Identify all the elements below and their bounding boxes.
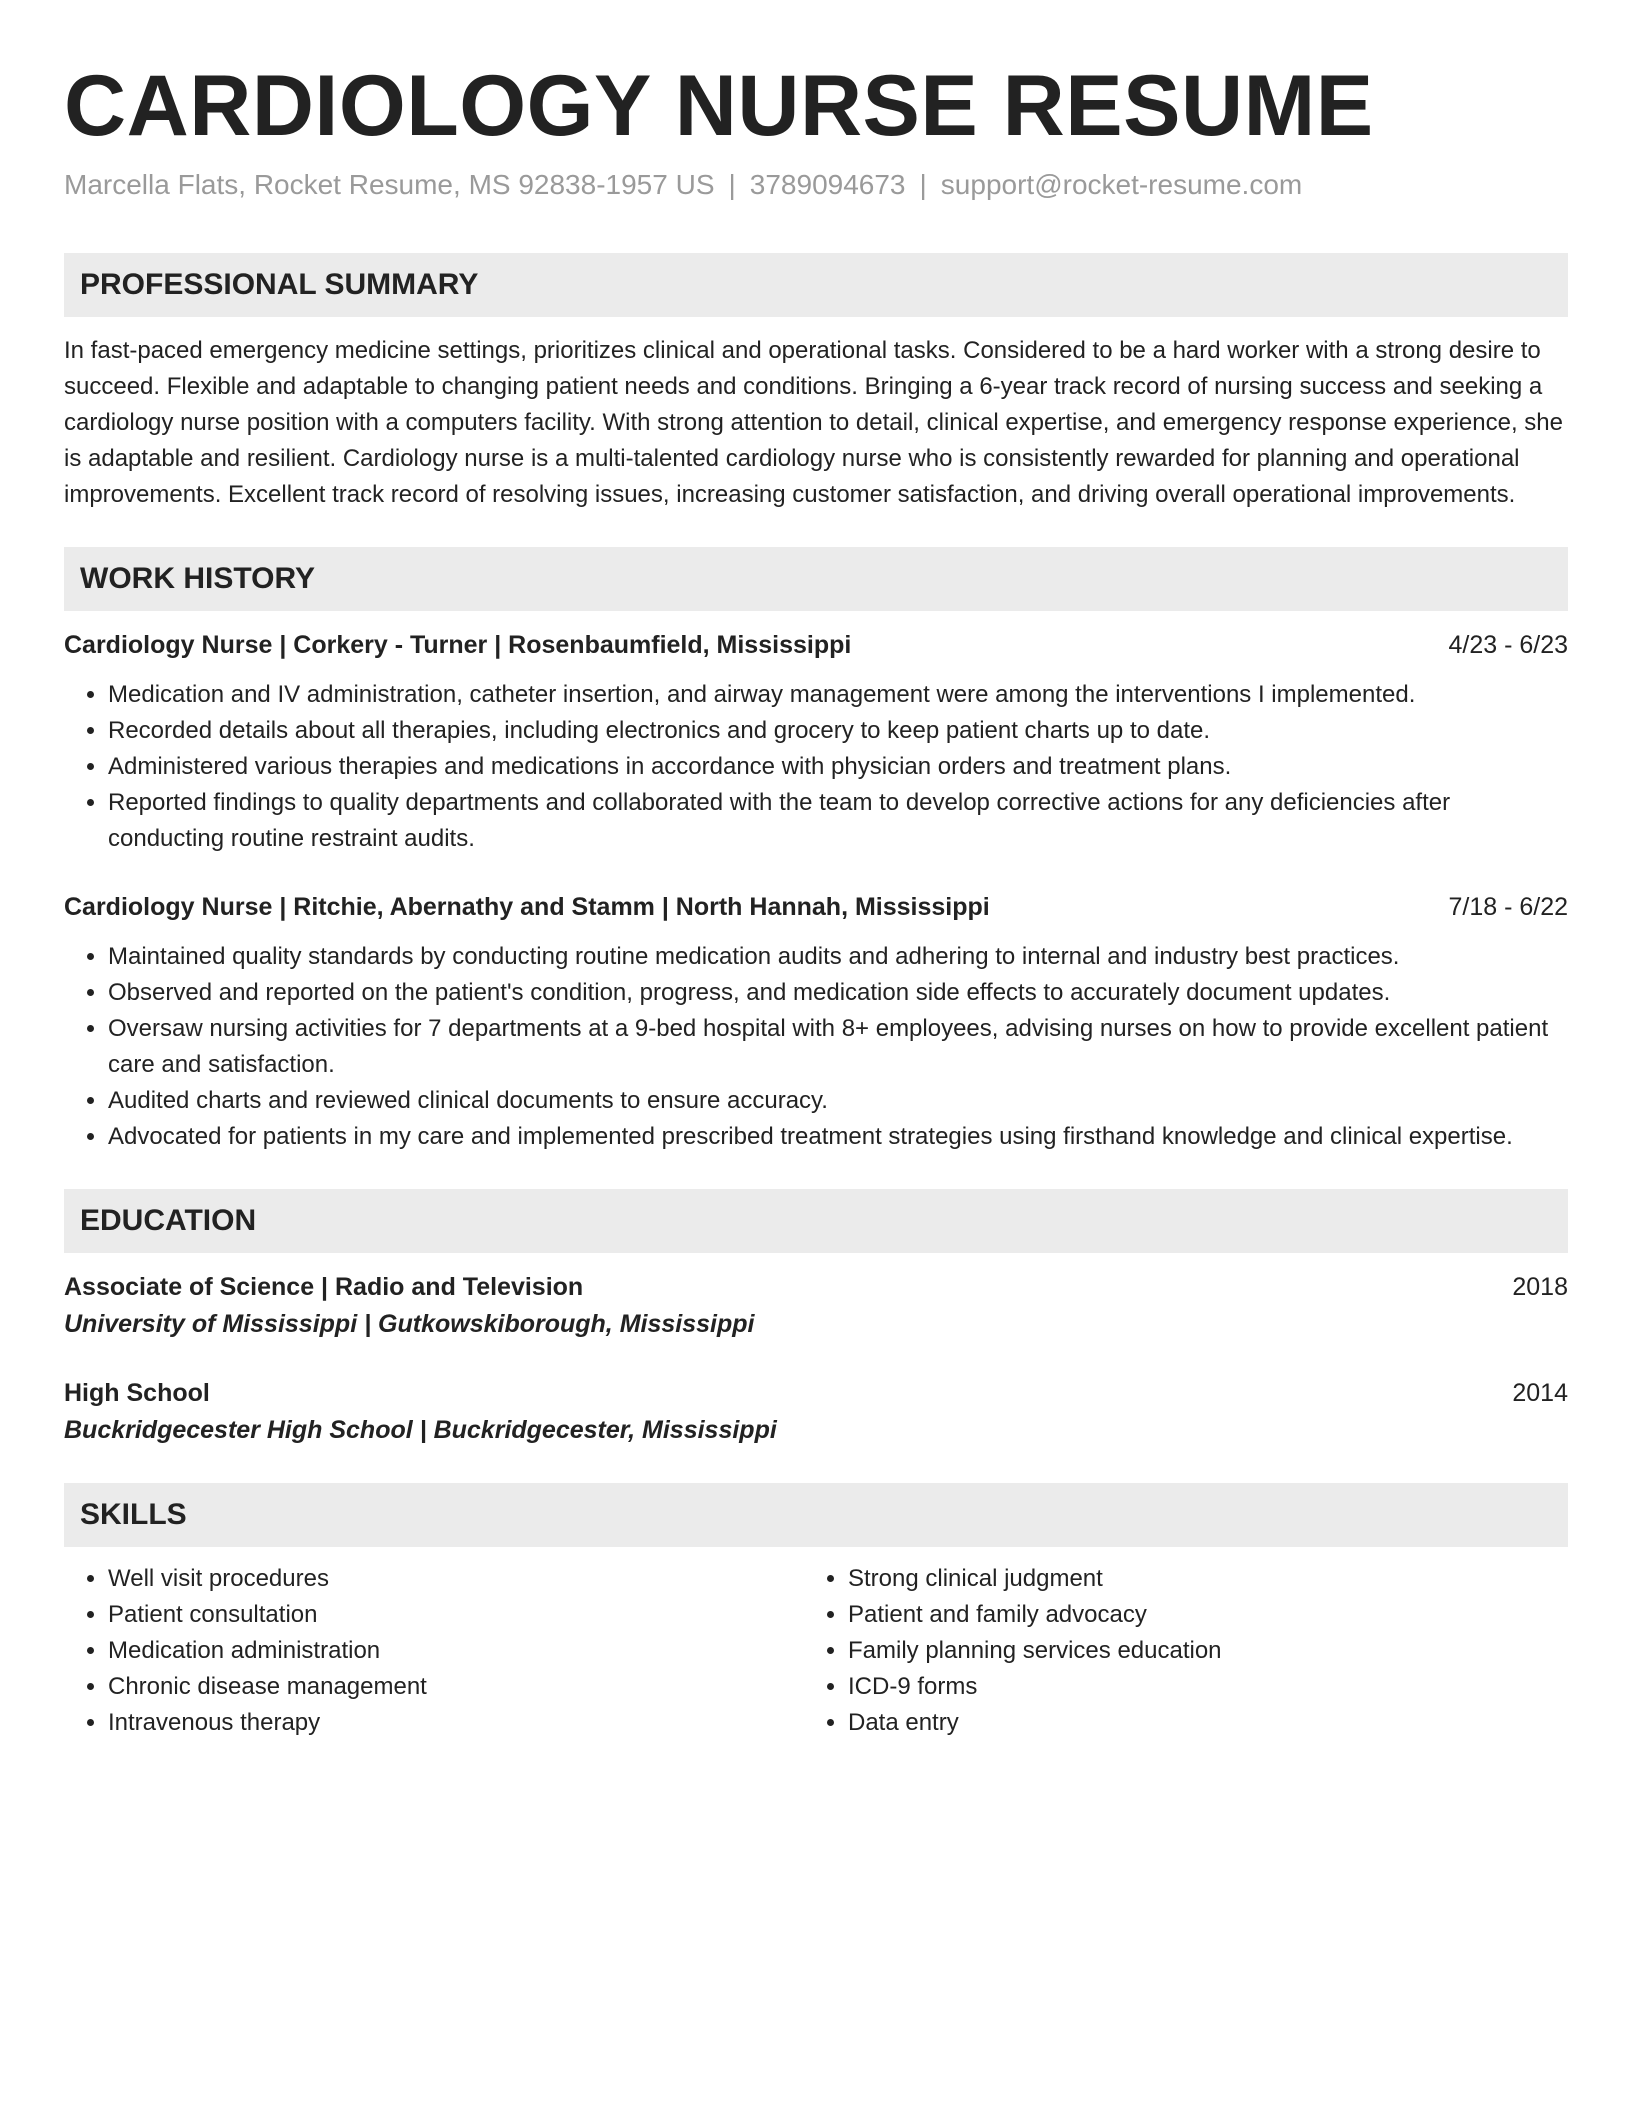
- job-dates: 7/18 - 6/22: [1448, 893, 1568, 922]
- section-header-skills: SKILLS: [64, 1483, 1568, 1547]
- contact-address: Marcella Flats, Rocket Resume, MS 92838-1957 US: [64, 168, 715, 200]
- job-bullet: • Maintained quality standards by conducting routine medication audits and adhering to internal and industry best practices.: [108, 939, 1568, 975]
- job-entry: [64, 889, 1568, 1155]
- education-header: [64, 1375, 1568, 1411]
- job-title: Cardiology Nurse | Corkery - Turner | Rosenbaumfield, Mississippi: [64, 631, 852, 660]
- job-bullet: • Audited charts and reviewed clinical documents to ensure accuracy.: [108, 1083, 1568, 1119]
- job-bullet: • Oversaw nursing activities for 7 departments at a 9-bed hospital with 8+ employees, advising nurses on how to provide excellent patient care and satisfaction.: [108, 1011, 1568, 1083]
- job-entry: [64, 627, 1568, 857]
- education-header: [64, 1269, 1568, 1305]
- summary-text: In fast-paced emergency medicine settings, prioritizes clinical and operational tasks. Considered to be a hard worker with a strong desire to succeed. Flexible and adaptable to changing patient needs and conditions. Bringing a 6-year track record of nursing success and seeking a cardiology nurse position with a computers facility. With strong attention to detail, clinical expertise, and emergency response experience, she is adaptable and resilient. Cardiology nurse is a multi-talented cardiology nurse who is consistently rewarded for planning and operational improvements. Excellent track record of resolving issues, increasing customer satisfaction, and driving overall operational improvements.: [64, 337, 1563, 509]
- job-bullets: [64, 939, 1568, 1155]
- skill-item: • Patient consultation: [108, 1597, 804, 1633]
- job-header: [64, 889, 1568, 925]
- job-header: [64, 627, 1568, 663]
- skill-item: • Patient and family advocacy: [848, 1597, 1544, 1633]
- job-dates: 4/23 - 6/23: [1448, 631, 1568, 660]
- education-degree: Associate of Science | Radio and Television: [64, 1273, 584, 1302]
- contact-separator: |: [728, 168, 736, 200]
- skill-item: • ICD-9 forms: [848, 1669, 1544, 1705]
- education-school: Buckridgecester High School | Buckridgecester, Mississippi: [64, 1416, 777, 1445]
- skills-list: [64, 1561, 1568, 1741]
- education-entry: [64, 1375, 1568, 1449]
- contact-email: support@rocket-resume.com: [940, 168, 1303, 200]
- skills-column-left: [64, 1561, 804, 1741]
- skill-item: • Medication administration: [108, 1633, 804, 1669]
- education-entry: [64, 1269, 1568, 1343]
- section-header-summary: PROFESSIONAL SUMMARY: [64, 253, 1568, 317]
- job-bullet: • Administered various therapies and medications in accordance with physician orders and treatment plans.: [108, 749, 1568, 785]
- contact-line: [64, 167, 1568, 203]
- skill-item: • Chronic disease management: [108, 1669, 804, 1705]
- education-school: University of Mississippi | Gutkowskiborough, Mississippi: [64, 1310, 755, 1339]
- job-bullet: • Advocated for patients in my care and implemented prescribed treatment strategies using firsthand knowledge and clinical expertise.: [108, 1119, 1568, 1155]
- education-year: 2018: [1512, 1273, 1568, 1302]
- section-header-education: EDUCATION: [64, 1189, 1568, 1253]
- skill-item: • Data entry: [848, 1705, 1544, 1741]
- skill-item: • Well visit procedures: [108, 1561, 804, 1597]
- job-bullet: • Recorded details about all therapies, including electronics and grocery to keep patient charts up to date.: [108, 713, 1568, 749]
- skill-item: • Family planning services education: [848, 1633, 1544, 1669]
- job-bullets: [64, 677, 1568, 857]
- skills-column-right: [804, 1561, 1544, 1741]
- section-header-work-history: WORK HISTORY: [64, 547, 1568, 611]
- resume-title: CARDIOLOGY NURSE RESUME: [64, 58, 1374, 154]
- job-bullet: • Medication and IV administration, catheter insertion, and airway management were among the interventions I implemented.: [108, 677, 1568, 713]
- job-bullet: • Reported findings to quality departments and collaborated with the team to develop corrective actions for any deficiencies after conducting routine restraint audits.: [108, 785, 1568, 857]
- job-title: Cardiology Nurse | Ritchie, Abernathy and Stamm | North Hannah, Mississippi: [64, 893, 990, 922]
- skill-item: • Strong clinical judgment: [848, 1561, 1544, 1597]
- education-degree: High School: [64, 1379, 210, 1408]
- education-year: 2014: [1512, 1379, 1568, 1408]
- contact-phone: 3789094673: [749, 168, 906, 200]
- skill-item: • Intravenous therapy: [108, 1705, 804, 1741]
- job-bullet: • Observed and reported on the patient's condition, progress, and medication side effects to accurately document updates.: [108, 975, 1568, 1011]
- contact-separator: |: [919, 168, 927, 200]
